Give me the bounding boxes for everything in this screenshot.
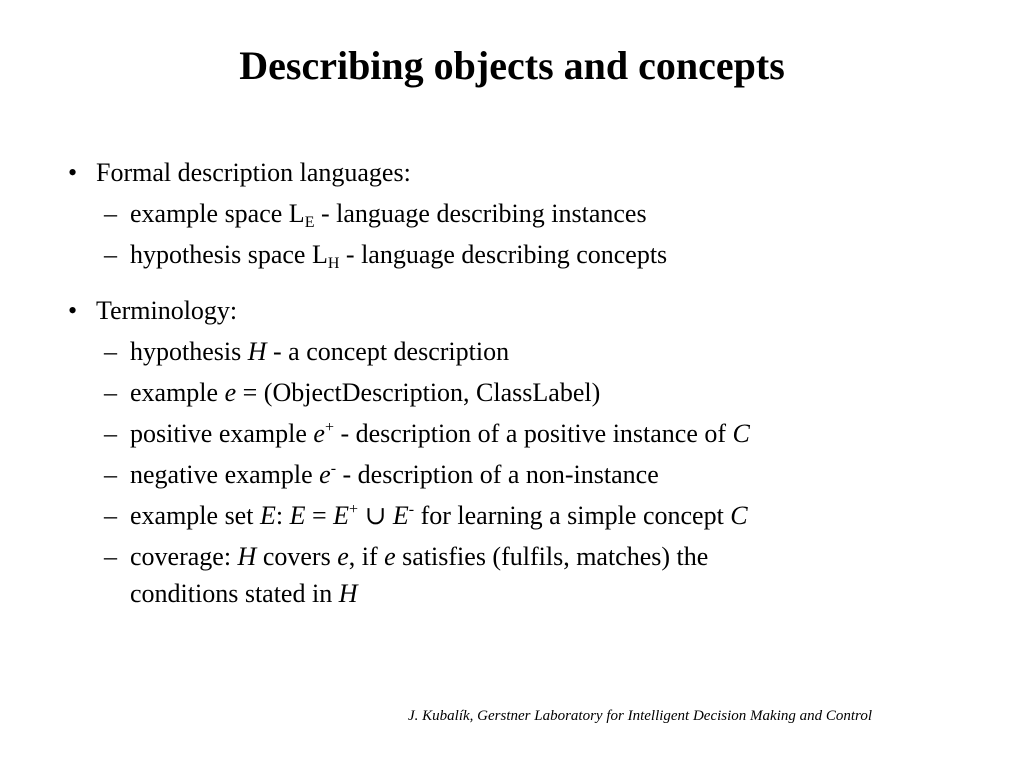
sub-item-text: - language describing instances: [314, 199, 647, 228]
sub-item-text: positive example: [130, 419, 314, 448]
sub-item-text: coverage:: [130, 542, 238, 571]
union-symbol: ∪: [358, 501, 393, 530]
math-variable: e: [319, 460, 331, 489]
sub-item-text: :: [275, 501, 290, 530]
bullet-icon: •: [68, 296, 78, 325]
math-variable: C: [730, 501, 748, 530]
sub-item-text: conditions stated in: [130, 579, 339, 608]
sub-item-text: for learning a simple concept: [414, 501, 731, 530]
dash-icon: –: [104, 501, 117, 530]
math-variable: E: [392, 501, 409, 530]
math-variable: e: [384, 542, 396, 571]
sub-item-text: - language describing concepts: [339, 240, 668, 269]
dash-icon: –: [104, 199, 117, 228]
sub-item-text: , if: [348, 542, 385, 571]
sub-item-text: hypothesis space L: [130, 240, 328, 269]
sub-item-text: - description of a positive instance of: [333, 419, 733, 448]
math-variable: H: [247, 337, 267, 366]
sub-item-text: example space L: [130, 199, 305, 228]
dash-icon: –: [104, 542, 117, 571]
math-variable: H: [338, 579, 358, 608]
dash-icon: –: [104, 240, 117, 269]
math-variable: H: [237, 542, 257, 571]
dash-icon: –: [104, 419, 117, 448]
math-variable: E: [289, 501, 306, 530]
sub-item-text: - description of a non-instance: [336, 460, 659, 489]
superscript: -: [408, 501, 415, 518]
dash-icon: –: [104, 460, 117, 489]
sub-item-text: example set: [130, 501, 260, 530]
slide-footer: J. Kubalík, Gerstner Laboratory for Intelligent Decision Making and Control: [408, 708, 872, 724]
sub-item-text: = (ObjectDescription, ClassLabel): [236, 378, 601, 407]
slide-title: Describing objects and concepts: [239, 43, 785, 88]
bullet-label: Terminology:: [96, 296, 238, 325]
superscript: +: [324, 419, 334, 436]
math-variable: C: [732, 419, 750, 448]
dash-icon: –: [104, 337, 117, 366]
sub-item-text: example: [130, 378, 225, 407]
math-variable: E: [259, 501, 276, 530]
superscript: -: [330, 460, 337, 477]
dash-icon: –: [104, 378, 117, 407]
bullet-icon: •: [68, 158, 78, 187]
superscript: +: [349, 501, 359, 518]
math-variable: e: [224, 378, 237, 407]
sub-item-text: negative example: [130, 460, 320, 489]
sub-item-text: =: [305, 501, 334, 530]
math-variable: e: [337, 542, 349, 571]
sub-item-text: hypothesis: [130, 337, 248, 366]
subscript: E: [304, 214, 315, 231]
sub-item-text: - a concept description: [266, 337, 510, 366]
math-variable: E: [333, 501, 350, 530]
sub-item-text: satisfies (fulfils, matches) the: [395, 542, 709, 571]
math-variable: e: [313, 419, 325, 448]
bullet-label: Formal description languages:: [96, 158, 411, 187]
sub-item-text: covers: [256, 542, 338, 571]
subscript: H: [327, 255, 340, 272]
